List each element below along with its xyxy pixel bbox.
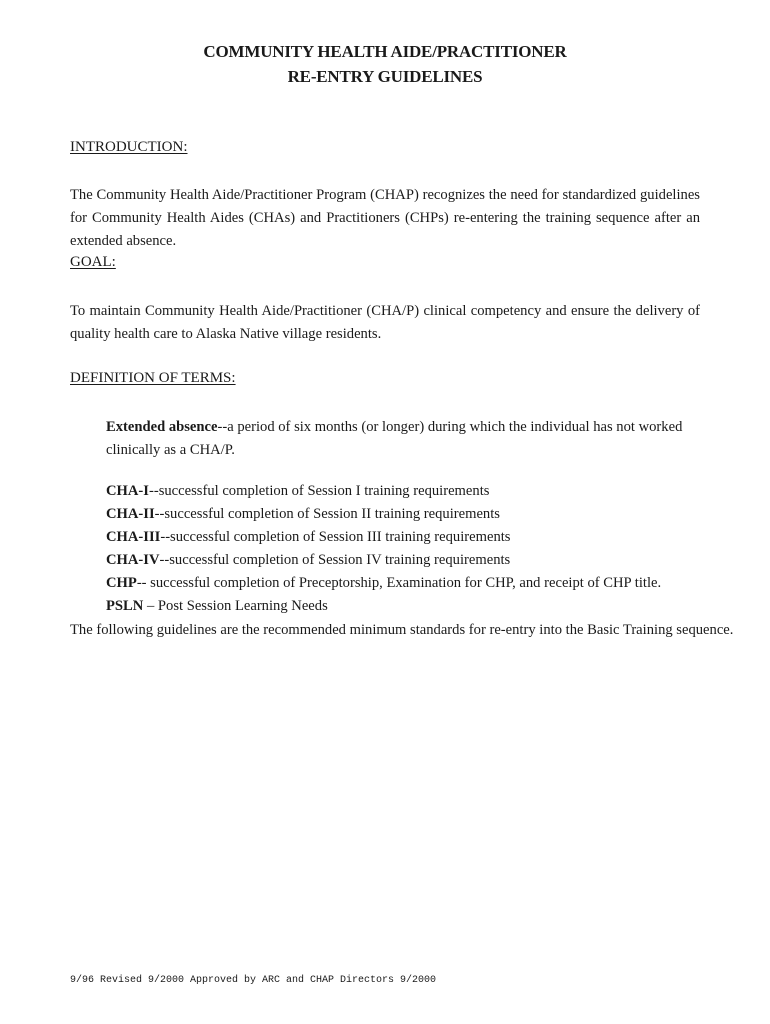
introduction-paragraph: The Community Health Aide/Practitioner Program (CHAP) recognizes the need for standardized guidelines for Community Health Aides (CHAs) and Practitioners (CHPs) re-entering the training sequence after an extended absence. bbox=[70, 187, 700, 249]
goal-paragraph: To maintain Community Health Aide/Practitioner (CHA/P) clinical competency and ensure the delivery of quality health care to Alaska Native village residents. bbox=[70, 303, 700, 342]
document-subtitle: RE-ENTRY GUIDELINES bbox=[287, 67, 483, 86]
definition-extended-absence bbox=[106, 416, 700, 462]
term-label: CHA-III bbox=[106, 529, 161, 545]
term-label: CHA-IV bbox=[106, 552, 160, 568]
revision-footer: 9/96 Revised 9/2000 Approved by ARC and CHAP Directors 9/2000 bbox=[70, 975, 437, 986]
term-item-cha-ii bbox=[106, 503, 661, 526]
term-label: PSLN bbox=[106, 598, 144, 614]
term-list bbox=[106, 480, 661, 618]
term-item-cha-i bbox=[106, 480, 661, 503]
definition-term: Extended absence bbox=[106, 419, 218, 435]
term-item-chp bbox=[106, 572, 661, 595]
document-title: COMMUNITY HEALTH AIDE/PRACTITIONER bbox=[203, 42, 567, 61]
term-description: --successful completion of Session IV training requirements bbox=[159, 552, 511, 568]
term-item-cha-iii bbox=[106, 526, 661, 549]
term-label: CHA-II bbox=[106, 506, 155, 522]
term-description: --successful completion of Session II training requirements bbox=[154, 506, 500, 522]
term-description: --successful completion of Session III training requirements bbox=[160, 529, 511, 545]
term-description: -- successful completion of Preceptorship, Examination for CHP, and receipt of CHP title. bbox=[136, 575, 662, 591]
term-item-psln bbox=[106, 595, 661, 618]
introduction-heading: INTRODUCTION: bbox=[70, 139, 188, 155]
term-description: – Post Session Learning Needs bbox=[143, 598, 328, 614]
definition-text: --a period of six months (or longer) during which the individual has not worked clinically as a CHA/P. bbox=[106, 419, 683, 458]
term-label: CHA-I bbox=[106, 483, 149, 499]
term-label: CHP bbox=[106, 575, 137, 591]
term-description: --successful completion of Session I training requirements bbox=[148, 483, 490, 499]
definitions-heading: DEFINITION OF TERMS: bbox=[70, 370, 236, 386]
goal-heading: GOAL: bbox=[70, 254, 116, 270]
term-item-cha-iv bbox=[106, 549, 661, 572]
closing-statement: The following guidelines are the recommended minimum standards for re-entry into the Basic Training sequence. bbox=[70, 622, 734, 638]
